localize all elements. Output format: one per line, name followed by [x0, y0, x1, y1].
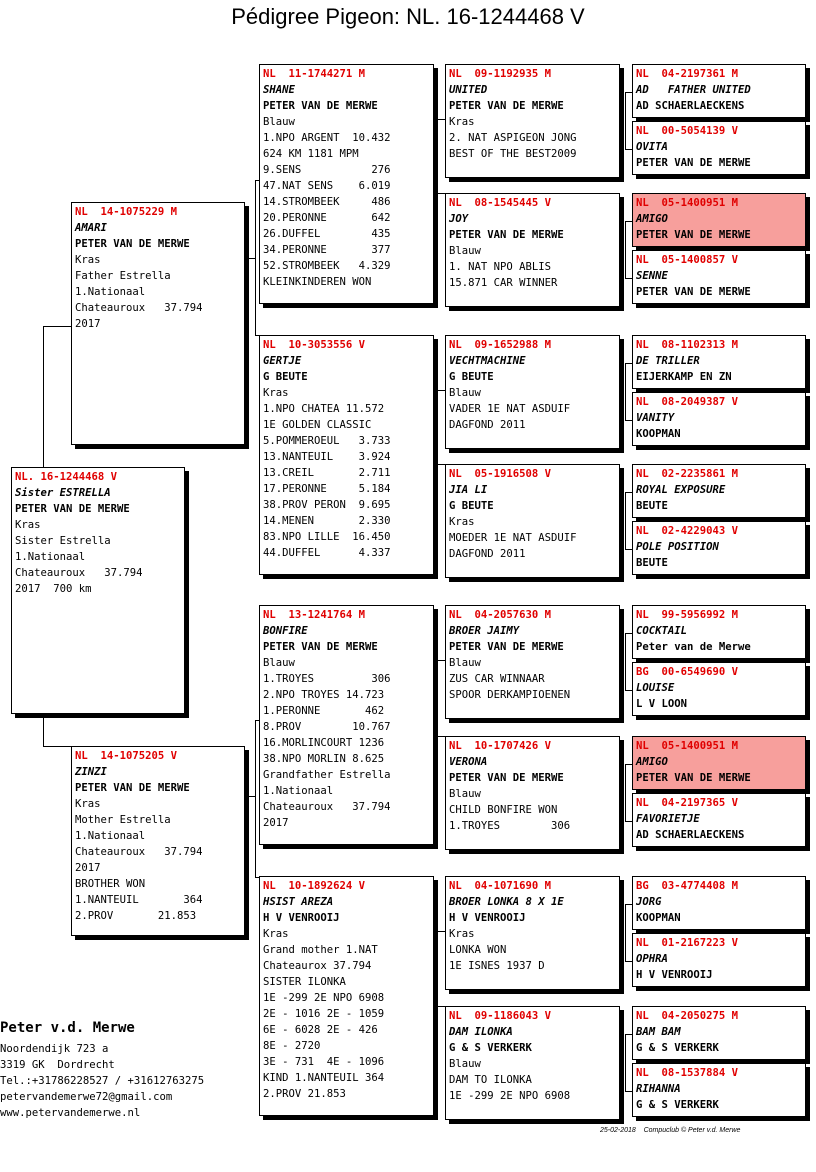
pedigree-line: 1.TROYES 306 [263, 673, 391, 685]
ancestor-card [632, 1006, 806, 1060]
pedigree-line: 52.STROMBEEK 4.329 [263, 260, 391, 272]
breeder-name: Peter van de Merwe [636, 641, 751, 653]
great-grandparent-card [445, 876, 620, 990]
ring-number: NL 10-1892624 V [263, 880, 366, 892]
pedigree-line: 6E - 6028 2E - 426 [263, 1024, 378, 1036]
breeder-name: L V LOON [636, 698, 688, 710]
connector-line [625, 549, 632, 550]
pedigree-line: DAGFOND 2011 [449, 419, 526, 431]
pigeon-name: HSIST AREZA [263, 896, 334, 908]
dam-card [71, 746, 245, 936]
ancestor-card [632, 250, 806, 304]
breeder-name: H V VENROOIJ [636, 969, 713, 981]
ring-number: NL. 16-1244468 V [15, 471, 118, 483]
great-grandparent-card [445, 464, 620, 578]
breeder-name: PETER VAN DE MERWE [75, 238, 190, 250]
connector-line [625, 904, 632, 905]
breeder-name: KOOPMAN [636, 428, 681, 440]
pigeon-name: SHANE [263, 84, 295, 96]
breeder-name: PETER VAN DE MERWE [263, 100, 378, 112]
breeder-name: H V VENROOIJ [263, 912, 340, 924]
pedigree-line: 38.NPO MORLIN 8.625 [263, 753, 385, 765]
pedigree-line: 1.Nationaal [15, 551, 86, 563]
breeder-name: BEUTE [636, 500, 668, 512]
connector-line [437, 931, 445, 932]
connector-line [43, 326, 44, 468]
ancestor-card [632, 605, 806, 659]
connector-line [625, 821, 632, 822]
connector-line [625, 764, 626, 821]
pedigree-line: Blauw [449, 1058, 481, 1070]
page-title: Pédigree Pigeon: NL. 16-1244468 V [231, 4, 585, 29]
pedigree-line: SPOOR DERKAMPIOENEN [449, 689, 571, 701]
pedigree-line: Blauw [449, 788, 481, 800]
pedigree-line: 13.CREIL 2.711 [263, 467, 391, 479]
pedigree-line: 8E - 2720 [263, 1040, 321, 1052]
pigeon-name: RIHANNA [636, 1083, 681, 1095]
ancestor-card [632, 121, 806, 175]
pedigree-line: 47.NAT SENS 6.019 [263, 180, 391, 192]
connector-line [437, 660, 445, 661]
pedigree-line: Blauw [449, 657, 481, 669]
pedigree-line: 44.DUFFEL 4.337 [263, 547, 391, 559]
breeder-name: G & S VERKERK [449, 1042, 532, 1054]
pedigree-line: 38.PROV PERON 9.695 [263, 499, 391, 511]
pigeon-name: ZINZI [75, 766, 107, 778]
connector-line [255, 180, 256, 335]
pedigree-line: DAGFOND 2011 [449, 548, 526, 560]
ring-number: NL 00-5054139 V [636, 125, 739, 137]
pedigree-line: Kras [75, 254, 101, 266]
grandparent-card [259, 335, 434, 575]
pigeon-name: OPHRA [636, 953, 668, 965]
ring-number: NL 05-1400857 V [636, 254, 739, 266]
pedigree-line: 2.PROV 21.853 [263, 1088, 346, 1100]
connector-line [437, 1006, 445, 1007]
breeder-name: PETER VAN DE MERWE [449, 229, 564, 241]
pedigree-line: 1.NPO ARGENT 10.432 [263, 132, 391, 144]
pedigree-line: Kras [75, 798, 101, 810]
pedigree-line: Blauw [263, 657, 295, 669]
breeder-name: PETER VAN DE MERWE [449, 772, 564, 784]
connector-line [625, 764, 632, 765]
ring-number: NL 04-2050275 M [636, 1010, 739, 1022]
pedigree-line: Kras [449, 116, 475, 128]
breeder-name: AD SCHAERLAECKENS [636, 829, 745, 841]
pigeon-name: BROER LONKA 8 X 1E [449, 896, 564, 908]
connector-line [625, 690, 632, 691]
pigeon-name: LOUISE [636, 682, 675, 694]
ring-number: NL 05-1400951 M [636, 740, 739, 752]
pedigree-line: 3E - 731 4E - 1096 [263, 1056, 385, 1068]
pigeon-name: VANITY [636, 412, 675, 424]
ancestor-card [632, 193, 806, 247]
pedigree-line: KIND 1.NANTEUIL 364 [263, 1072, 385, 1084]
pedigree-line: Grandfather Estrella [263, 769, 391, 781]
pedigree-line: 1.Nationaal [75, 286, 146, 298]
connector-line [625, 1034, 626, 1091]
owner-website: www.petervandemerwe.nl [0, 1107, 141, 1119]
pedigree-line: 2. NAT ASPIGEON JONG [449, 132, 577, 144]
pedigree-line: BEST OF THE BEST2009 [449, 148, 577, 160]
pedigree-line: 17.PERONNE 5.184 [263, 483, 391, 495]
pigeon-name: ROYAL EXPOSURE [636, 484, 726, 496]
connector-line [625, 92, 632, 93]
ring-number: NL 09-1186043 V [449, 1010, 552, 1022]
grandparent-card [259, 605, 434, 845]
connector-line [625, 420, 632, 421]
owner-block [0, 1018, 260, 1121]
pedigree-line: KLEINKINDEREN WON [263, 276, 372, 288]
pigeon-name: COCKTAIL [636, 625, 688, 637]
ancestor-card [632, 464, 806, 518]
pedigree-line: 8.PROV 10.767 [263, 721, 391, 733]
great-grandparent-card [445, 605, 620, 719]
pedigree-line: SISTER ILONKA [263, 976, 346, 988]
pedigree-line: 34.PERONNE 377 [263, 244, 391, 256]
connector-line [625, 904, 626, 961]
connector-line [437, 119, 438, 193]
connector-line [625, 363, 626, 420]
pigeon-name: AMIGO [636, 213, 668, 225]
pedigree-line: 15.871 CAR WINNER [449, 277, 558, 289]
breeder-name: PETER VAN DE MERWE [15, 503, 130, 515]
connector-line [625, 633, 626, 690]
ancestor-card [632, 335, 806, 389]
pedigree-line: Chateauroux 37.794 [15, 567, 143, 579]
ring-number: NL 14-1075205 V [75, 750, 178, 762]
pigeon-name: BROER JAIMY [449, 625, 520, 637]
connector-line [625, 221, 626, 278]
breeder-name: AD SCHAERLAECKENS [636, 100, 745, 112]
ring-number: NL 02-4229043 V [636, 525, 739, 537]
pigeon-name: FAVORIETJE [636, 813, 700, 825]
pigeon-name: POLE POSITION [636, 541, 719, 553]
pedigree-line: Kras [263, 928, 289, 940]
pigeon-name: Sister ESTRELLA [15, 487, 111, 499]
breeder-name: PETER VAN DE MERWE [449, 641, 564, 653]
pigeon-name: BAM BAM [636, 1026, 681, 1038]
pedigree-line: Chateauroux 37.794 [75, 846, 203, 858]
breeder-name: PETER VAN DE MERWE [263, 641, 378, 653]
connector-line [255, 720, 256, 877]
pigeon-name: OVITA [636, 141, 668, 153]
sire-card [71, 202, 245, 445]
connector-line [437, 390, 445, 391]
ancestor-card [632, 392, 806, 446]
pedigree-line: ZUS CAR WINNAAR [449, 673, 545, 685]
connector-line [43, 712, 44, 746]
connector-line [625, 492, 632, 493]
pedigree-line: Kras [449, 928, 475, 940]
owner-email: petervandemerwe72@gmail.com [0, 1091, 173, 1103]
pedigree-line: 2017 [263, 817, 289, 829]
pedigree-line: 1E ISNES 1937 D [449, 960, 545, 972]
ring-number: NL 08-2049387 V [636, 396, 739, 408]
pedigree-line: 1.NPO CHATEA 11.572 [263, 403, 385, 415]
pedigree-line: Blauw [449, 245, 481, 257]
great-grandparent-card [445, 335, 620, 449]
breeder-name: PETER VAN DE MERWE [449, 100, 564, 112]
connector-line [625, 278, 632, 279]
pedigree-line: Mother Estrella [75, 814, 171, 826]
pedigree-line: Chateauroux 37.794 [75, 302, 203, 314]
pedigree-line: Blauw [449, 387, 481, 399]
pigeon-name: AMARI [75, 222, 107, 234]
pedigree-line: DAM TO ILONKA [449, 1074, 532, 1086]
pedigree-line: BROTHER WON [75, 878, 146, 890]
great-grandparent-card [445, 193, 620, 307]
ring-number: NL 02-2235861 M [636, 468, 739, 480]
breeder-name: EIJERKAMP EN ZN [636, 371, 732, 383]
owner-name: Peter v.d. Merwe [0, 1020, 135, 1036]
pedigree-line: 1.TROYES 306 [449, 820, 571, 832]
ancestor-card [632, 1063, 806, 1117]
pedigree-line: Grand mother 1.NAT [263, 944, 378, 956]
connector-line [437, 390, 438, 464]
pedigree-line: 20.PERONNE 642 [263, 212, 391, 224]
breeder-name: G & S VERKERK [636, 1099, 719, 1111]
grandparent-card [259, 64, 434, 304]
connector-line [437, 931, 438, 1006]
owner-address: Noordendijk 723 a [0, 1043, 109, 1055]
great-grandparent-card [445, 736, 620, 850]
connector-line [625, 633, 632, 634]
pedigree-line: 2E - 1016 2E - 1059 [263, 1008, 385, 1020]
pedigree-line: 1E -299 2E NPO 6908 [263, 992, 385, 1004]
pigeon-name: JORG [636, 896, 662, 908]
connector-line [625, 492, 626, 549]
pedigree-line: 14.MENEN 2.330 [263, 515, 391, 527]
pigeon-name: JIA LI [449, 484, 488, 496]
pedigree-line: 2017 [75, 318, 101, 330]
pedigree-line: 1.PERONNE 462 [263, 705, 385, 717]
connector-line [625, 961, 632, 962]
pedigree-line: 26.DUFFEL 435 [263, 228, 391, 240]
breeder-name: G BEUTE [449, 500, 494, 512]
ring-number: NL 13-1241764 M [263, 609, 366, 621]
ancestor-card [632, 933, 806, 987]
ring-number: NL 08-1537884 V [636, 1067, 739, 1079]
connector-line [437, 119, 445, 120]
pedigree-line: Chateaurox 37.794 [263, 960, 372, 972]
pedigree-line: MOEDER 1E NAT ASDUIF [449, 532, 577, 544]
pedigree-line: 13.NANTEUIL 3.924 [263, 451, 391, 463]
pigeon-name: AD FATHER UNITED [636, 84, 751, 96]
connector-line [437, 464, 445, 465]
pedigree-line: 2017 [75, 862, 101, 874]
ancestor-card [632, 64, 806, 118]
ring-number: NL 10-1707426 V [449, 740, 552, 752]
pigeon-name: GERTJE [263, 355, 302, 367]
owner-city: 3319 GK Dordrecht [0, 1059, 115, 1071]
pedigree-line: 14.STROMBEEK 486 [263, 196, 391, 208]
ring-number: NL 04-2197365 V [636, 797, 739, 809]
pedigree-line: Sister Estrella [15, 535, 111, 547]
ring-number: NL 08-1102313 M [636, 339, 739, 351]
connector-line [625, 221, 632, 222]
ancestor-card [632, 876, 806, 930]
breeder-name: PETER VAN DE MERWE [636, 286, 751, 298]
ancestor-card [632, 736, 806, 790]
pigeon-name: VECHTMACHINE [449, 355, 526, 367]
ring-number: NL 01-2167223 V [636, 937, 739, 949]
ring-number: BG 03-4774408 M [636, 880, 739, 892]
connector-line [437, 193, 445, 194]
ring-number: NL 08-1545445 V [449, 197, 552, 209]
connector-line [625, 149, 632, 150]
pigeon-name: DAM ILONKA [449, 1026, 513, 1038]
ring-number: NL 11-1744271 M [263, 68, 366, 80]
breeder-name: G & S VERKERK [636, 1042, 719, 1054]
pedigree-line: 1E -299 2E NPO 6908 [449, 1090, 571, 1102]
great-grandparent-card [445, 1006, 620, 1120]
pedigree-line: 5.POMMEROEUL 3.733 [263, 435, 391, 447]
pedigree-line: Kras [15, 519, 41, 531]
pedigree-line: Chateauroux 37.794 [263, 801, 391, 813]
connector-line [625, 92, 626, 149]
ancestor-card [632, 662, 806, 716]
ring-number: NL 99-5956992 M [636, 609, 739, 621]
pedigree-line: Blauw [263, 116, 295, 128]
ring-number: NL 04-2057630 M [449, 609, 552, 621]
breeder-name: PETER VAN DE MERWE [75, 782, 190, 794]
ancestor-card [632, 793, 806, 847]
pigeon-name: AMIGO [636, 756, 668, 768]
ring-number: BG 00-6549690 V [636, 666, 739, 678]
pigeon-name: BONFIRE [263, 625, 308, 637]
connector-line [625, 363, 632, 364]
connector-line [43, 746, 71, 747]
ring-number: NL 09-1652988 M [449, 339, 552, 351]
pigeon-name: DE TRILLER [636, 355, 700, 367]
ring-number: NL 09-1192935 M [449, 68, 552, 80]
owner-phone: Tel.:+31786228527 / +31612763275 [0, 1075, 205, 1087]
pedigree-line: CHILD BONFIRE WON [449, 804, 558, 816]
pedigree-line: Kras [263, 387, 289, 399]
subject-pigeon-card [11, 467, 185, 714]
pigeon-name: UNITED [449, 84, 488, 96]
pedigree-line: 1. NAT NPO ABLIS [449, 261, 552, 273]
ring-number: NL 04-1071690 M [449, 880, 552, 892]
breeder-name: PETER VAN DE MERWE [636, 229, 751, 241]
ring-number: NL 05-1916508 V [449, 468, 552, 480]
pedigree-line: VADER 1E NAT ASDUIF [449, 403, 571, 415]
pedigree-line: 624 KM 1181 MPM [263, 148, 359, 160]
ring-number: NL 14-1075229 M [75, 206, 178, 218]
breeder-name: G BEUTE [449, 371, 494, 383]
connector-line [437, 660, 438, 736]
ring-number: NL 05-1400951 M [636, 197, 739, 209]
pedigree-line: 16.MORLINCOURT 1236 [263, 737, 385, 749]
great-grandparent-card [445, 64, 620, 178]
pedigree-line: 1.NANTEUIL 364 [75, 894, 203, 906]
ring-number: NL 10-3053556 V [263, 339, 366, 351]
pedigree-line: 2017 700 km [15, 583, 92, 595]
pedigree-line: 1.Nationaal [263, 785, 334, 797]
pedigree-line: 1E GOLDEN CLASSIC [263, 419, 372, 431]
breeder-name: BEUTE [636, 557, 668, 569]
pedigree-line: 83.NPO LILLE 16.450 [263, 531, 391, 543]
pigeon-name: JOY [449, 213, 469, 225]
pedigree-line: 2.NPO TROYES 14.723 [263, 689, 385, 701]
pedigree-line: 1.Nationaal [75, 830, 146, 842]
grandparent-card [259, 876, 434, 1116]
connector-line [437, 736, 445, 737]
pigeon-name: SENNE [636, 270, 668, 282]
connector-line [43, 326, 71, 327]
breeder-name: PETER VAN DE MERWE [636, 157, 751, 169]
breeder-name: PETER VAN DE MERWE [636, 772, 751, 784]
ancestor-card [632, 521, 806, 575]
breeder-name: G BEUTE [263, 371, 308, 383]
breeder-name: H V VENROOIJ [449, 912, 526, 924]
footer-credit: 25-02-2018 Compuclub © Peter v.d. Merwe [600, 1127, 741, 1134]
breeder-name: KOOPMAN [636, 912, 681, 924]
pedigree-line: 9.SENS 276 [263, 164, 391, 176]
connector-line [625, 1091, 632, 1092]
connector-line [625, 1034, 632, 1035]
pigeon-name: VERONA [449, 756, 488, 768]
ring-number: NL 04-2197361 M [636, 68, 739, 80]
pedigree-line: Father Estrella [75, 270, 171, 282]
pedigree-line: LONKA WON [449, 944, 507, 956]
pedigree-line: 2.PROV 21.853 [75, 910, 197, 922]
pedigree-line: Kras [449, 516, 475, 528]
